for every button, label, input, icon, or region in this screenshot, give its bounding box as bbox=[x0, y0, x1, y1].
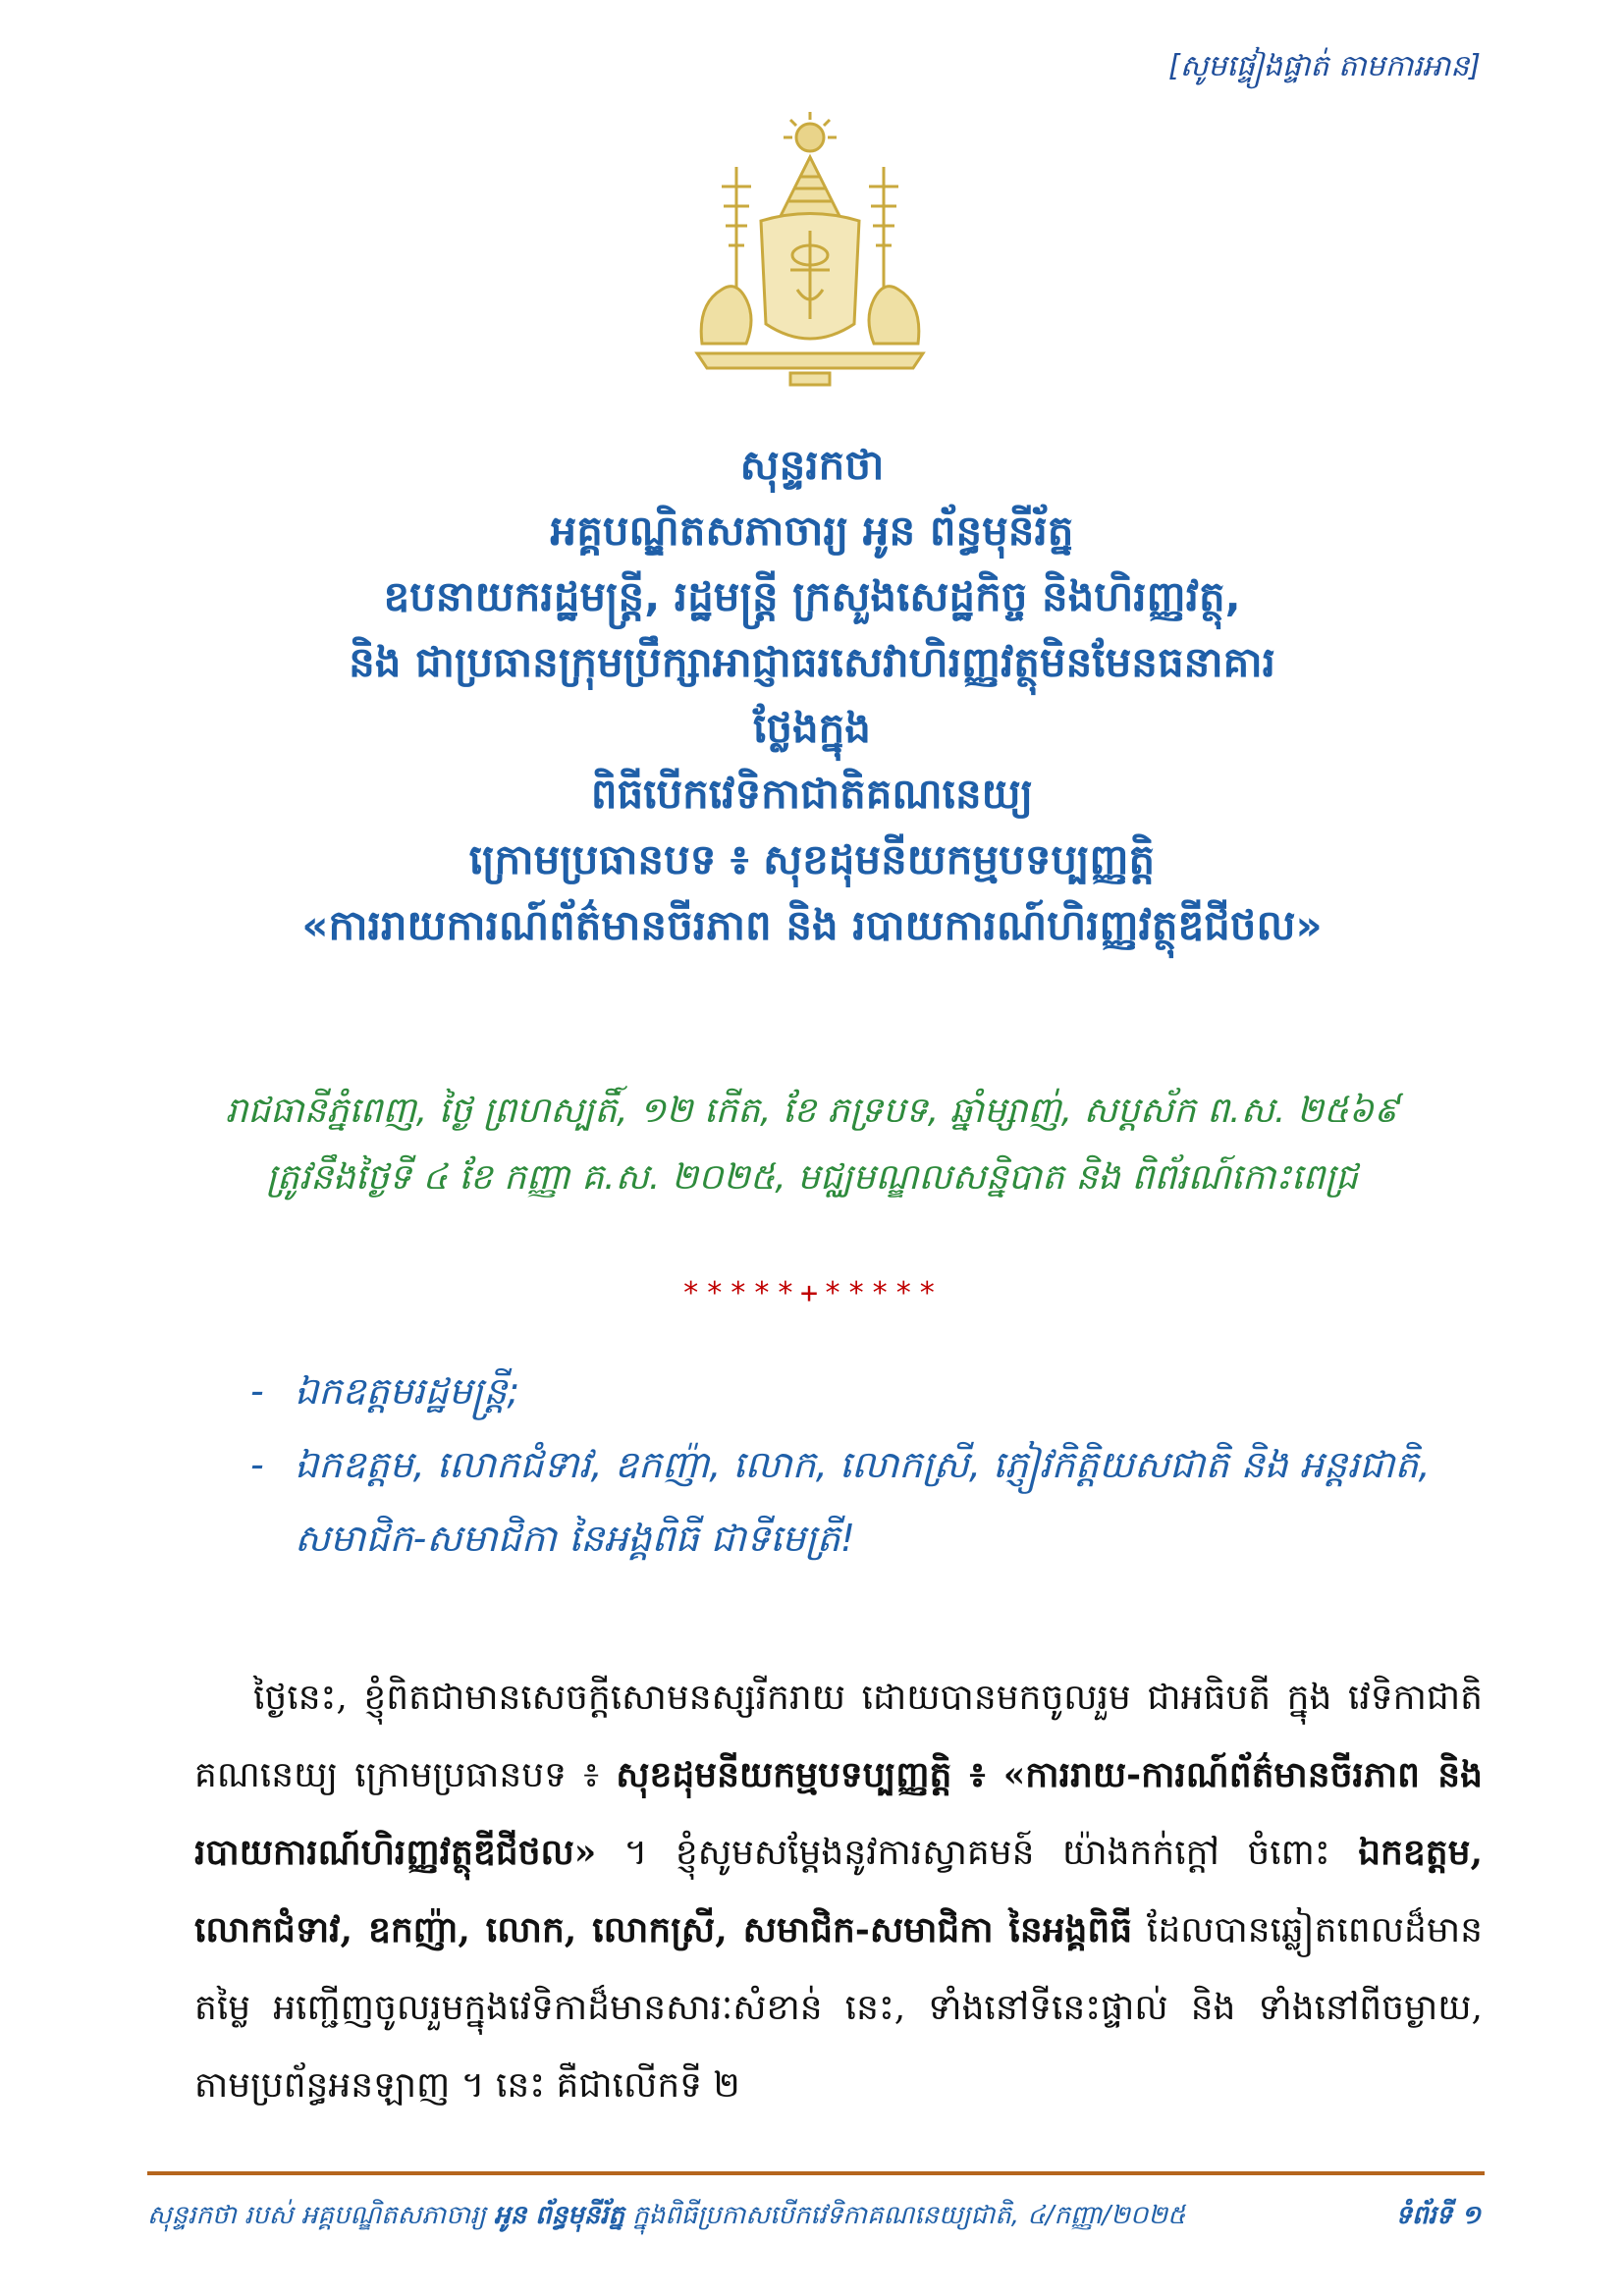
body-bold-guests: ឯកឧត្តម, លោកជំទាវ, ឧកញ៉ា, លោក, លោកស្រី, សមាជិក-សមាជិកា នៃអង្គពិធី bbox=[194, 1832, 1483, 1950]
addressee-item: - ឯកឧត្តមរដ្ឋមន្ត្រី; bbox=[250, 1355, 1488, 1428]
decorative-separator: *****+***** bbox=[681, 1276, 943, 1310]
date-gregorian-venue: ត្រូវនឹងថ្ងៃទី ៤ ខែ កញ្ញា គ.ស. ២០២៥, មជ្ឈមណ្ឌលសន្និបាត និង ពិព័រណ៍កោះពេជ្រ bbox=[266, 1157, 1358, 1198]
title-event: ពិធីបើកវេទិកាជាតិគណនេយ្យ bbox=[590, 770, 1034, 818]
body-text-segment: ដែលបានឆ្លៀតពេលដ៏មានតម្លៃ អញ្ជើញចូលរួមក្នុងវេទិកាដ៏មានសារៈសំខាន់ នេះ, ទាំងនៅទីនេះផ្ទាល់ និង ទាំងនៅពីចម្ងាយ, តាមប្រព័ន្ធអនឡាញ ។ នេះ គឺជាលើកទី ២ bbox=[194, 1910, 1483, 2106]
body-text-segment: ។ ខ្ញុំសូមសម្តែងនូវការស្វាគមន៍ យ៉ាងកក់ក្តៅ ចំពោះ bbox=[596, 1833, 1359, 1873]
title-speaker: អគ្គបណ្ឌិតសភាចារ្យ អូន ព័ន្ធមុនីរ័ត្ន bbox=[550, 507, 1074, 555]
addressee-list bbox=[250, 1355, 1488, 1575]
addressee-item: - ឯកឧត្តម, លោកជំទាវ, ឧកញ៉ា, លោក, លោកស្រី, ភ្ញៀវកិត្តិយសជាតិ និង អន្តរជាតិ, សមាជិក-សមាជិកា នៃអង្គពិធី ជាទីមេត្រី! bbox=[250, 1428, 1488, 1575]
footer-speaker-name: អូន ព័ន្ធមុនីរ័ត្ន bbox=[494, 2201, 624, 2230]
footer-caption-suffix: ក្នុងពិធីប្រកាសបើកវេទិកាគណនេយ្យជាតិ, ៤/កញ្ញា/២០២៥ bbox=[623, 2201, 1186, 2230]
title-council: និង ជាប្រធានក្រុមប្រឹក្សាអាជ្ញាធរសេវាហិរញ្ញវត្ថុមិនមែនធនាគារ bbox=[349, 638, 1275, 686]
footer-caption-prefix: សុន្ទរកថា របស់ អគ្គបណ្ឌិតសភាចារ្យ bbox=[147, 2201, 495, 2230]
title-theme: ក្រោមប្រធានបទ ៖ សុខដុមនីយកម្មបទប្បញ្ញត្តិ bbox=[468, 835, 1156, 883]
reading-note: [សូមផ្ទៀងផ្ទាត់ តាមការអាន] bbox=[1167, 49, 1481, 83]
speech-body-paragraph bbox=[194, 1659, 1483, 2124]
royal-coat-of-arms-emblem bbox=[677, 108, 943, 402]
body-text-segment: ថ្ងៃនេះ, ខ្ញុំពិតជាមានសេចក្តីសោមនស្សរីករាយ ដោយបានមកចូលរួម ជាអធិបតី ក្នុង វេទិកាជាតិគណនេយ្យ ក្រោមប្រធានបទ ៖ bbox=[194, 1678, 1483, 1795]
footer-caption bbox=[147, 2199, 1185, 2236]
title-speech: សុន្ទរកថា bbox=[739, 441, 885, 489]
title-delivered-at: ថ្លែងក្នុង bbox=[753, 704, 871, 752]
title-topic: «ការរាយការណ៍ព័ត៌មានចីរភាព និង របាយការណ៍ហិរញ្ញវត្ថុឌីជីថល» bbox=[301, 901, 1323, 949]
page-number: ទំព័រទី ១ bbox=[1395, 2201, 1481, 2230]
title-positions: ឧបនាយករដ្ឋមន្ត្រី, រដ្ឋមន្ត្រី ក្រសួងសេដ្ឋកិច្ច និងហិរញ្ញវត្ថុ, bbox=[383, 572, 1241, 620]
date-location bbox=[147, 1078, 1477, 1211]
footer-rule bbox=[147, 2171, 1485, 2175]
body-bold-topic: សុខដុមនីយកម្មបទប្បញ្ញត្តិ ៖ «ការរាយ-ការណ៍ព័ត៌មានចីរភាព និង របាយការណ៍ហិរញ្ញវត្ថុឌីជីថល» bbox=[194, 1754, 1483, 1873]
title-block bbox=[147, 432, 1477, 958]
date-lunar: រាជធានីភ្នំពេញ, ថ្ងៃ ព្រហស្បតិ៍, ១២ កើត, ខែ ភទ្របទ, ឆ្នាំម្សាញ់, សប្តស័ក ព.ស. ២៥៦៩ bbox=[225, 1091, 1399, 1131]
